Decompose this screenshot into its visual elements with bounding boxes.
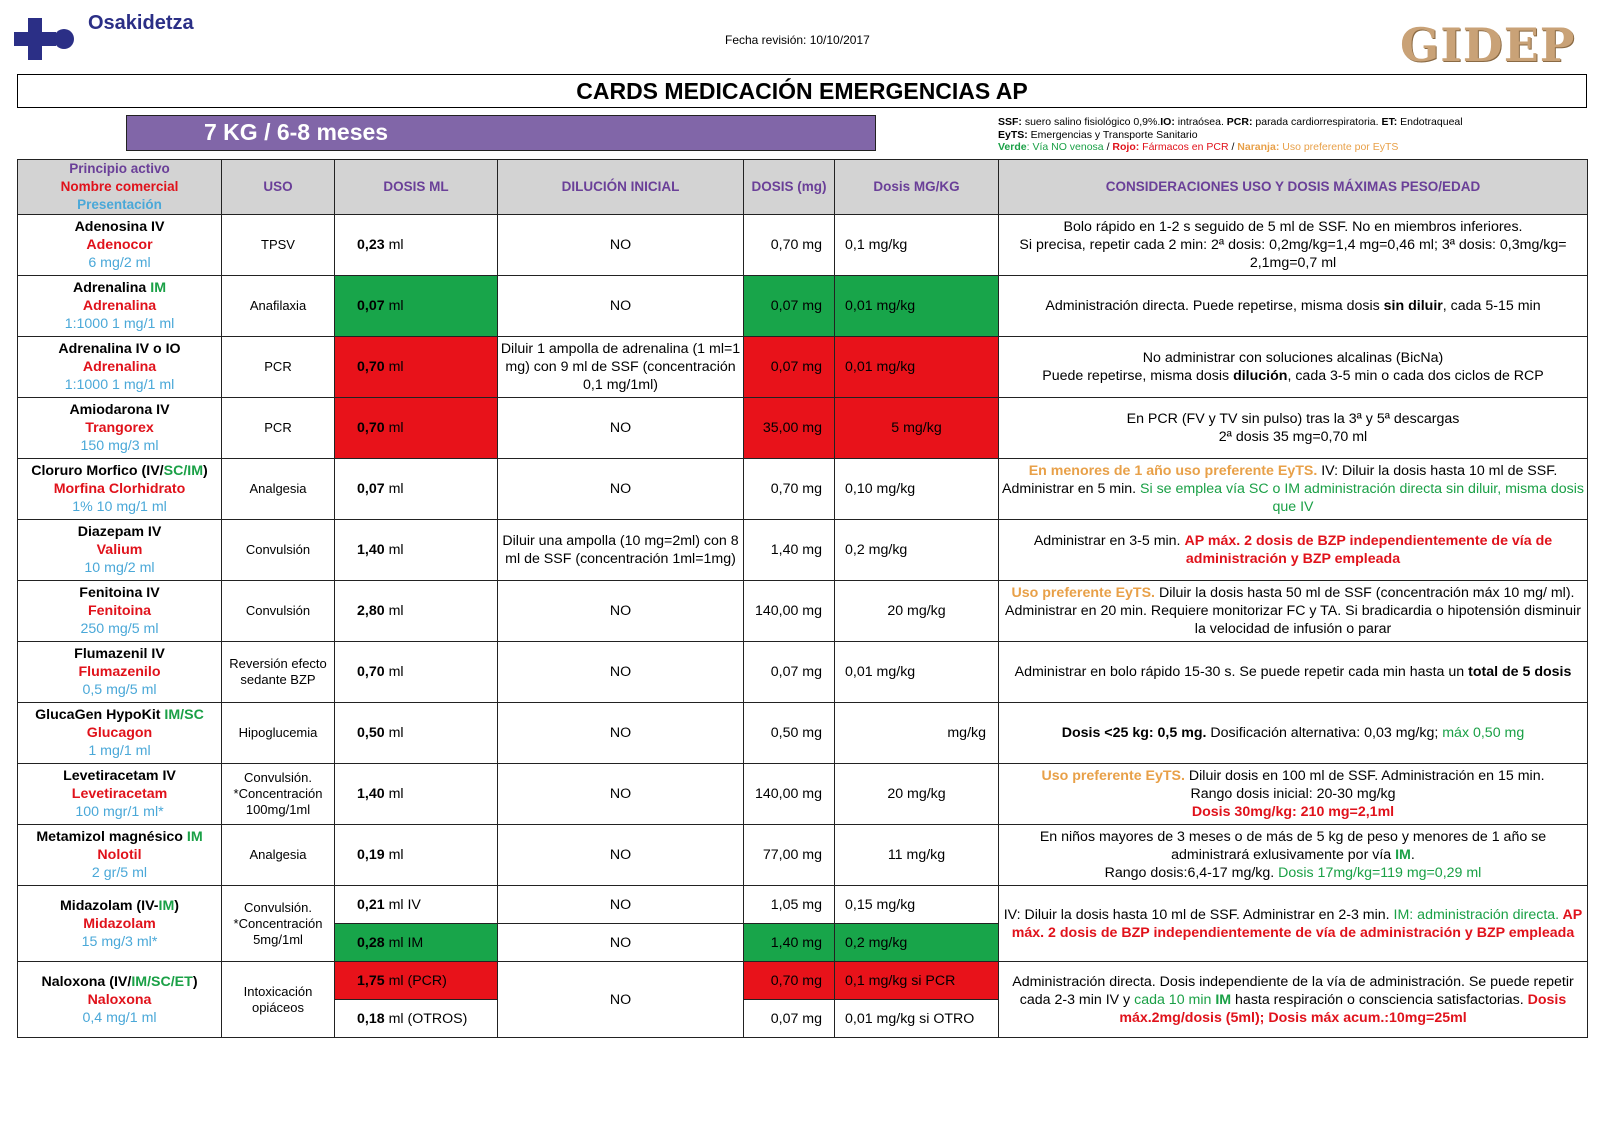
drug-cell: Cloruro Morfico (IV/SC/IM) Morfina Clorhidrato 1% 10 mg/1 ml (18, 459, 222, 520)
dilution-cell: NO (498, 962, 744, 1038)
dilution-cell: NO (498, 215, 744, 276)
drug-cell: Levetiracetam IV Levetiracetam 100 mgr/1 ml* (18, 764, 222, 825)
medication-table (17, 159, 1588, 1038)
header-use: USO (222, 160, 335, 215)
dose-mg-cell: 0,07 mg (744, 337, 835, 398)
notes-cell: Administrar en 3-5 min. AP máx. 2 dosis de BZP independientemente de vía de administración y BZP empleada (999, 520, 1588, 581)
notes-cell: No administrar con soluciones alcalinas (BicNa) Puede repetirse, misma dosis dilución, cada 3-5 min o cada dos ciclos de RCP (999, 337, 1588, 398)
logo-text: Osakidetza (88, 12, 194, 34)
revision-date: Fecha revisión: 10/10/2017 (725, 33, 870, 47)
dose-ml-cell: 0,07 ml (335, 276, 498, 337)
dose-ml-cell: 0,70 ml (335, 398, 498, 459)
dose-ml-cell: 1,40 ml (335, 520, 498, 581)
use-cell: PCR (222, 337, 335, 398)
dilution-cell: NO (498, 398, 744, 459)
dilution-cell: NO (498, 703, 744, 764)
use-cell: Analgesia (222, 459, 335, 520)
table-row (18, 459, 1588, 520)
dose-ml-cell: 1,40 ml (335, 764, 498, 825)
header-dose-mg: DOSIS (mg) (744, 160, 835, 215)
dose-ml-cell: 0,23 ml (335, 215, 498, 276)
dose-mg-cell: 1,40 mg (744, 520, 835, 581)
dose-mgkg-cell: 0,1 mg/kg (835, 215, 999, 276)
notes-cell: En PCR (FV y TV sin pulso) tras la 3ª y 5ª descargas 2ª dosis 35 mg=0,70 ml (999, 398, 1588, 459)
dose-mgkg-cell: 5 mg/kg (835, 398, 999, 459)
notes-cell: Administrar en bolo rápido 15-30 s. Se puede repetir cada min hasta un total de 5 dosis (999, 642, 1588, 703)
table-row (18, 337, 1588, 398)
notes-cell: Bolo rápido en 1-2 s seguido de 5 ml de SSF. No en miembros inferiores. Si precisa, repetir cada 2 min: 2ª dosis: 0,2mg/kg=1,4 mg=0,46 ml; 3ª dosis: 0,3mg/kg= 2,1mg=0,7 ml (999, 215, 1588, 276)
drug-cell: Amiodarona IV Trangorex 150 mg/3 ml (18, 398, 222, 459)
header-dilution: DILUCIÓN INICIAL (498, 160, 744, 215)
dose-mg-cell: 140,00 mg (744, 581, 835, 642)
dose-ml-cell: 0,50 ml (335, 703, 498, 764)
notes-cell: Administración directa. Puede repetirse, misma dosis sin diluir, cada 5-15 min (999, 276, 1588, 337)
drug-cell: Adenosina IV Adenocor 6 mg/2 ml (18, 215, 222, 276)
dose-ml-cell: 2,80 ml (335, 581, 498, 642)
dose-mgkg-cell: 0,01 mg/kg (835, 276, 999, 337)
table-row (18, 825, 1588, 886)
dose-mg-cell: 0,07 mg (744, 1000, 835, 1038)
table-header (18, 160, 1588, 215)
dose-mgkg-cell: 20 mg/kg (835, 764, 999, 825)
dose-mg-cell: 1,05 mg (744, 886, 835, 924)
drug-cell: Flumazenil IV Flumazenilo 0,5 mg/5 ml (18, 642, 222, 703)
dilution-cell: NO (498, 642, 744, 703)
table-row (18, 215, 1588, 276)
dose-ml-cell: 0,70 ml (335, 337, 498, 398)
drug-cell: GlucaGen HypoKit IM/SC Glucagon 1 mg/1 ml (18, 703, 222, 764)
dose-ml-cell: 1,75 ml (PCR) (335, 962, 498, 1000)
dilution-cell: NO (498, 825, 744, 886)
dilution-cell: NO (498, 764, 744, 825)
use-cell: Convulsión (222, 581, 335, 642)
weight-banner: 7 KG / 6-8 meses (126, 115, 876, 151)
drug-cell: Fenitoina IV Fenitoina 250 mg/5 ml (18, 581, 222, 642)
drug-cell: Diazepam IV Valium 10 mg/2 ml (18, 520, 222, 581)
use-cell: Intoxicación opiáceos (222, 962, 335, 1038)
use-cell: TPSV (222, 215, 335, 276)
notes-cell: Administración directa. Dosis independiente de la vía de administración. Se puede repetir cada 2-3 min IV y cada 10 min IM hasta respiración o consciencia satisfactorias. Dosis máx.2mg/dosis (5ml); Dosis máx acum.:10mg=25ml (999, 962, 1588, 1038)
drug-cell: Adrenalina IV o IO Adrenalina 1:1000 1 mg/1 ml (18, 337, 222, 398)
dilution-cell: NO (498, 276, 744, 337)
dose-mg-cell: 0,50 mg (744, 703, 835, 764)
dose-ml-cell: 0,19 ml (335, 825, 498, 886)
drug-cell: Midazolam (IV-IM) Midazolam 15 mg/3 ml* (18, 886, 222, 962)
dose-mgkg-cell: 0,2 mg/kg (835, 520, 999, 581)
dilution-cell: NO (498, 886, 744, 924)
dose-ml-cell: 0,28 ml IM (335, 924, 498, 962)
drug-cell: Adrenalina IM Adrenalina 1:1000 1 mg/1 ml (18, 276, 222, 337)
dilution-cell: Diluir una ampolla (10 mg=2ml) con 8 ml de SSF (concentración 1ml=1mg) (498, 520, 744, 581)
dose-mgkg-cell: 0,01 mg/kg (835, 337, 999, 398)
drug-cell: Metamizol magnésico IM Nolotil 2 gr/5 ml (18, 825, 222, 886)
dose-mgkg-cell: 20 mg/kg (835, 581, 999, 642)
use-cell: Hipoglucemia (222, 703, 335, 764)
drug-cell: Naloxona (IV/IM/SC/ET) Naloxona 0,4 mg/1 ml (18, 962, 222, 1038)
dilution-cell: NO (498, 581, 744, 642)
table-row (18, 764, 1588, 825)
table-row (18, 886, 1588, 924)
table-row (18, 703, 1588, 764)
dose-mg-cell: 0,70 mg (744, 459, 835, 520)
dose-mgkg-cell: 0,01 mg/kg (835, 642, 999, 703)
dose-mgkg-cell: mg/kg (835, 703, 999, 764)
table-row (18, 581, 1588, 642)
table-row (18, 642, 1588, 703)
header-drug: Principio activo Nombre comercial Presentación (18, 160, 222, 215)
dilution-cell: NO (498, 924, 744, 962)
use-cell: Convulsión (222, 520, 335, 581)
notes-cell: En niños mayores de 3 meses o de más de 5 kg de peso y menores de 1 año se administrará exlusivamente por vía IM. Rango dosis:6,4-17 mg/kg. Dosis 17mg/kg=119 mg=0,29 ml (999, 825, 1588, 886)
use-cell: Convulsión. *Concentración 5mg/1ml (222, 886, 335, 962)
gidep-logo: GIDEP (1400, 18, 1576, 72)
dose-mg-cell: 1,40 mg (744, 924, 835, 962)
dilution-cell: Diluir 1 ampolla de adrenalina (1 ml=1 mg) con 9 ml de SSF (concentración 0,1 mg/1ml) (498, 337, 744, 398)
dilution-cell: NO (498, 459, 744, 520)
table-row (18, 962, 1588, 1000)
dose-mg-cell: 0,07 mg (744, 276, 835, 337)
notes-cell: Uso preferente EyTS. Diluir la dosis hasta 50 ml de SSF (concentración máx 10 mg/ ml). Administrar en 20 min. Requiere monitorizar FC y TA. Si bradicardia o hipotensión disminuir la velocidad de infusión o parar (999, 581, 1588, 642)
dose-ml-cell: 0,07 ml (335, 459, 498, 520)
dose-mgkg-cell: 11 mg/kg (835, 825, 999, 886)
dose-mg-cell: 0,70 mg (744, 962, 835, 1000)
use-cell: Anafilaxia (222, 276, 335, 337)
header-dose-mgkg: Dosis MG/KG (835, 160, 999, 215)
dose-mg-cell: 140,00 mg (744, 764, 835, 825)
dose-mgkg-cell: 0,01 mg/kg si OTRO (835, 1000, 999, 1038)
header-dose-ml: DOSIS ML (335, 160, 498, 215)
page-title: CARDS MEDICACIÓN EMERGENCIAS AP (17, 74, 1587, 108)
dose-ml-cell: 0,21 ml IV (335, 886, 498, 924)
use-cell: Analgesia (222, 825, 335, 886)
dose-ml-cell: 0,18 ml (OTROS) (335, 1000, 498, 1038)
abbreviation-legend: SSF: suero salino fisiológico 0,9%.IO: intraósea. PCR: parada cardiorrespiratoria. ET: Endotraqueal EyTS: Emergencias y Transporte Sanitario Verde: Vía NO venosa / Rojo: Fármacos en PCR / Naranja: Uso preferente por EyTS (998, 116, 1463, 153)
use-cell: Convulsión. *Concentración 100mg/1ml (222, 764, 335, 825)
dose-mgkg-cell: 0,15 mg/kg (835, 886, 999, 924)
table-row (18, 520, 1588, 581)
table-row (18, 398, 1588, 459)
dose-mgkg-cell: 0,2 mg/kg (835, 924, 999, 962)
dose-mg-cell: 35,00 mg (744, 398, 835, 459)
notes-cell: En menores de 1 año uso preferente EyTS. IV: Diluir la dosis hasta 10 ml de SSF. Administrar en 5 min. Si se emplea vía SC o IM administración directa sin diluir, misma dosis que IV (999, 459, 1588, 520)
table-row (18, 276, 1588, 337)
notes-cell: IV: Diluir la dosis hasta 10 ml de SSF. Administrar en 2-3 min. IM: administración directa. AP máx. 2 dosis de BZP independientemente de vía de administración y BZP empleada (999, 886, 1588, 962)
dose-ml-cell: 0,70 ml (335, 642, 498, 703)
dose-mg-cell: 0,70 mg (744, 215, 835, 276)
notes-cell: Dosis <25 kg: 0,5 mg. Dosificación alternativa: 0,03 mg/kg; máx 0,50 mg (999, 703, 1588, 764)
dose-mg-cell: 77,00 mg (744, 825, 835, 886)
dose-mgkg-cell: 0,10 mg/kg (835, 459, 999, 520)
dose-mg-cell: 0,07 mg (744, 642, 835, 703)
use-cell: Reversión efecto sedante BZP (222, 642, 335, 703)
use-cell: PCR (222, 398, 335, 459)
dose-mgkg-cell: 0,1 mg/kg si PCR (835, 962, 999, 1000)
header-notes: CONSIDERACIONES USO Y DOSIS MÁXIMAS PESO/EDAD (999, 160, 1588, 215)
notes-cell: Uso preferente EyTS. Diluir dosis en 100 ml de SSF. Administración en 15 min. Rango dosis inicial: 20-30 mg/kg Dosis 30mg/kg: 210 mg=2,1ml (999, 764, 1588, 825)
